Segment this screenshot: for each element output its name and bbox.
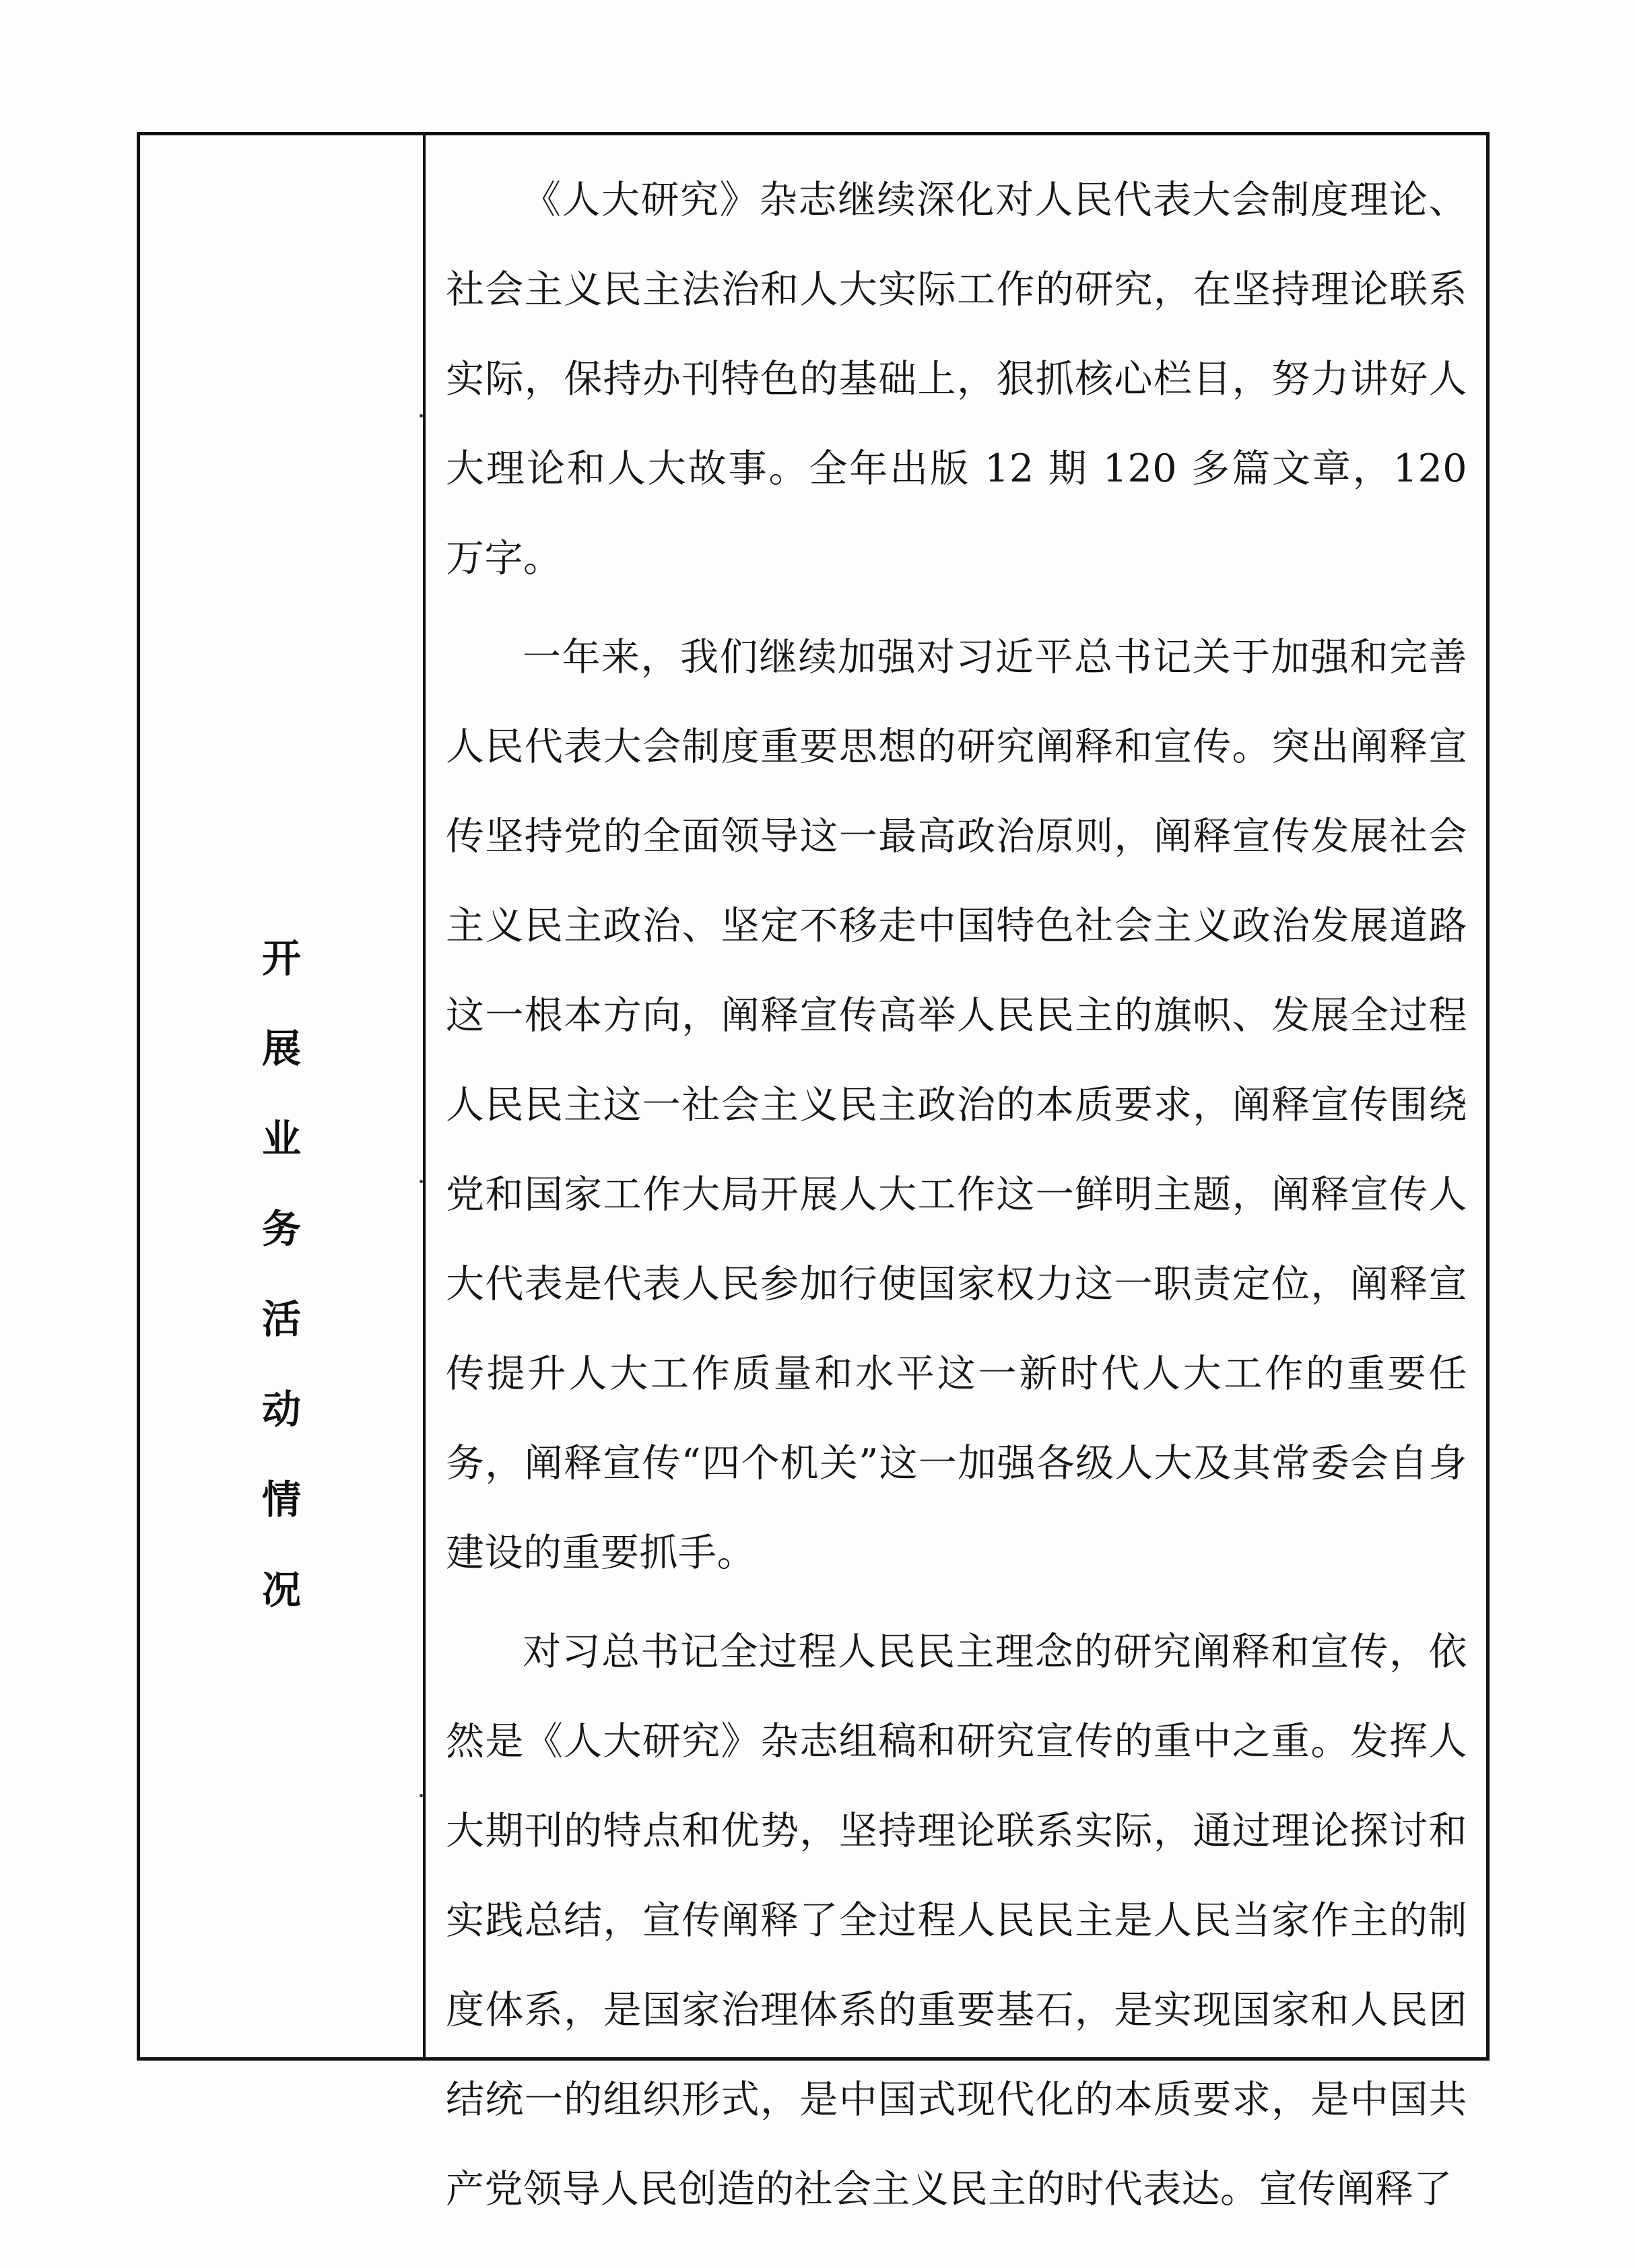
row-label-cell bbox=[140, 135, 426, 2057]
scan-speck bbox=[420, 1794, 423, 1797]
row-label-char: 务 bbox=[261, 1206, 301, 1252]
activity-table bbox=[137, 132, 1490, 2211]
row-label-char: 动 bbox=[261, 1387, 301, 1432]
row-label-char: 情 bbox=[261, 1477, 301, 1523]
row-label-char: 活 bbox=[261, 1296, 301, 1342]
paragraph-3: 对习总书记全过程人民民主理念的研究阐释和宣传，依然是《人大研究》杂志组稿和研究宣传的重中之重。发挥人大期刊的特点和优势，坚持理论联系实际，通过理论探讨和实践总结，宣传阐释了全过程人民民主是人民当家作主的制度体系，是国家治理体系的重要基石，是实现国家和人民团结统一的组织形式，是中国式现代化的本质要求，是中国共产党领导人民创造的社会主义民主的时代表达。宣传阐释了 bbox=[446, 1630, 1467, 2211]
paragraph-2: 一年来，我们继续加强对习近平总书记关于加强和完善人民代表大会制度重要思想的研究阐释和宣传。突出阐释宣传坚持党的全面领导这一最高政治原则，阐释宣传发展社会主义民主政治、坚定不移走中国特色社会主义政治发展道路这一根本方向，阐释宣传高举人民民主的旗帜、发展全过程人民民主这一社会主义民主政治的本质要求，阐释宣传围绕党和国家工作大局开展人大工作这一鲜明主题，阐释宣传人大代表是代表人民参加行使国家权力这一职责定位，阐释宣传提升人大工作质量和水平这一新时代人大工作的重要任务，阐释宣传“四个机关”这一加强各级人大及其常委会自身建设的重要抓手。 bbox=[446, 635, 1467, 1575]
row-label bbox=[140, 913, 423, 1635]
row-label-char: 业 bbox=[261, 1116, 301, 1162]
scan-speck bbox=[420, 414, 423, 418]
row-label-char: 展 bbox=[261, 1026, 301, 1071]
paragraph-1: 《人大研究》杂志继续深化对人民代表大会制度理论、社会主义民主法治和人大实际工作的研究，在坚持理论联系实际，保持办刊特色的基础上，狠抓核心栏目，努力讲好人大理论和人大故事。全年出版 12 期 120 多篇文章，120 万字。 bbox=[446, 178, 1467, 580]
content-cell bbox=[426, 135, 1486, 2211]
row-label-char: 开 bbox=[261, 935, 301, 981]
scan-speck bbox=[420, 1180, 423, 1183]
row-label-char: 况 bbox=[261, 1567, 301, 1613]
